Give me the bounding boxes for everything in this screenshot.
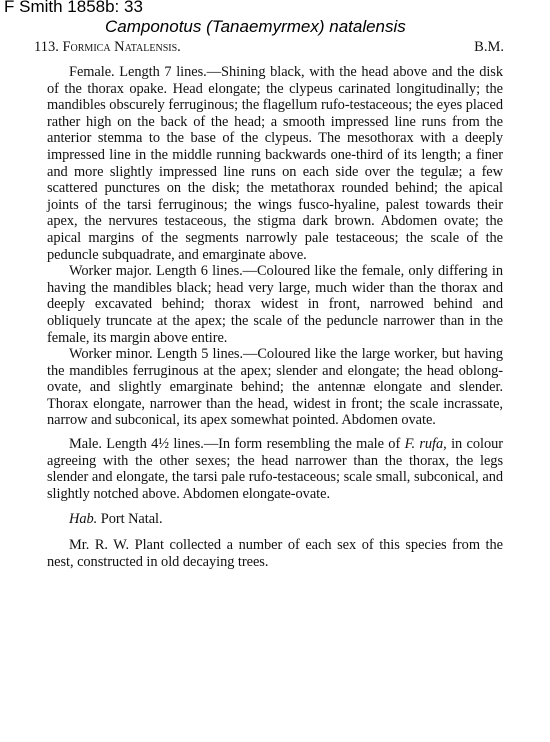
collector-note: Mr. R. W. Plant collected a number of each sex of this species from the nest, constructed in old decaying trees.: [47, 537, 503, 570]
collection-code: B.M.: [474, 39, 504, 55]
habitat-line: [47, 511, 503, 528]
worker-minor-description: Worker minor. Length 5 lines.—Coloured like the large worker, but having the mandibles ferruginous at the apex; slender and elongate; the head oblong-ovate, and slightly emarginate behind; the antennæ elongate and slender. Thorax elongate, narrower than the head, widest in front; the scale incrassate, narrow and subconical, its apex somewhat pointed. Abdomen ovate.: [47, 346, 503, 429]
entry-number-title: [34, 39, 181, 55]
female-description: Female. Length 7 lines.—Shining black, with the head above and the disk of the thorax opake. Head elongate; the clypeus carinated longitudinally; the mandibles obscurely ferruginous; the flagellum rufo-testaceous; the eyes placed rather high on the back of the head; a smooth impressed line runs from the anterior stemma to the base of the clypeus. The mesothorax with a deeply impressed line in the middle running backwards one-third of its length; a finer and more slightly impressed line runs on each side over the tegulæ; a few scattered punctures on the disk; the metathorax rounded behind; the apical joints of the tarsi ferruginous; the wings fusco-hyaline, palest towards their apex, the nervures testaceous, the stigma dark brown. Abdomen ovate; the apical margins of the segments narrowly pale testaceous; the scale of the peduncle subquadrate, and emarginate above.: [47, 64, 503, 263]
male-lead: Male. Length 4½ lines.—In form resembling the male of: [69, 436, 405, 453]
entry-heading: [34, 39, 504, 55]
description-body: [47, 64, 503, 570]
taxon-annotation: Camponotus (Tanaemyrmex) natalensis: [105, 17, 406, 36]
habitat-value: Port Natal.: [97, 511, 163, 528]
habitat-label: Hab.: [69, 511, 98, 528]
male-rest: , in colour agreeing with the other sexes; the head narrower than the thorax, the legs slender and elongate, the tarsi pale rufo-testaceous; scale small, subconical, and slightly notched above. Abdomen elongate-ovate.: [47, 436, 503, 502]
worker-major-description: Worker major. Length 6 lines.—Coloured like the female, only differing in having the mandibles black; head very large, much wider than the thorax and deeply excavated behind; thorax widest in front, narrowed behind and obliquely truncate at the apex; the scale of the peduncle narrower than in the female, its margin above entire.: [47, 263, 503, 346]
citation-annotation: F Smith 1858b: 33: [4, 0, 143, 16]
male-compared-species: F. rufa: [404, 436, 444, 453]
entry-title: Formica Natalensis.: [62, 39, 181, 55]
male-description: [47, 436, 503, 502]
entry-number: 113.: [34, 39, 59, 55]
